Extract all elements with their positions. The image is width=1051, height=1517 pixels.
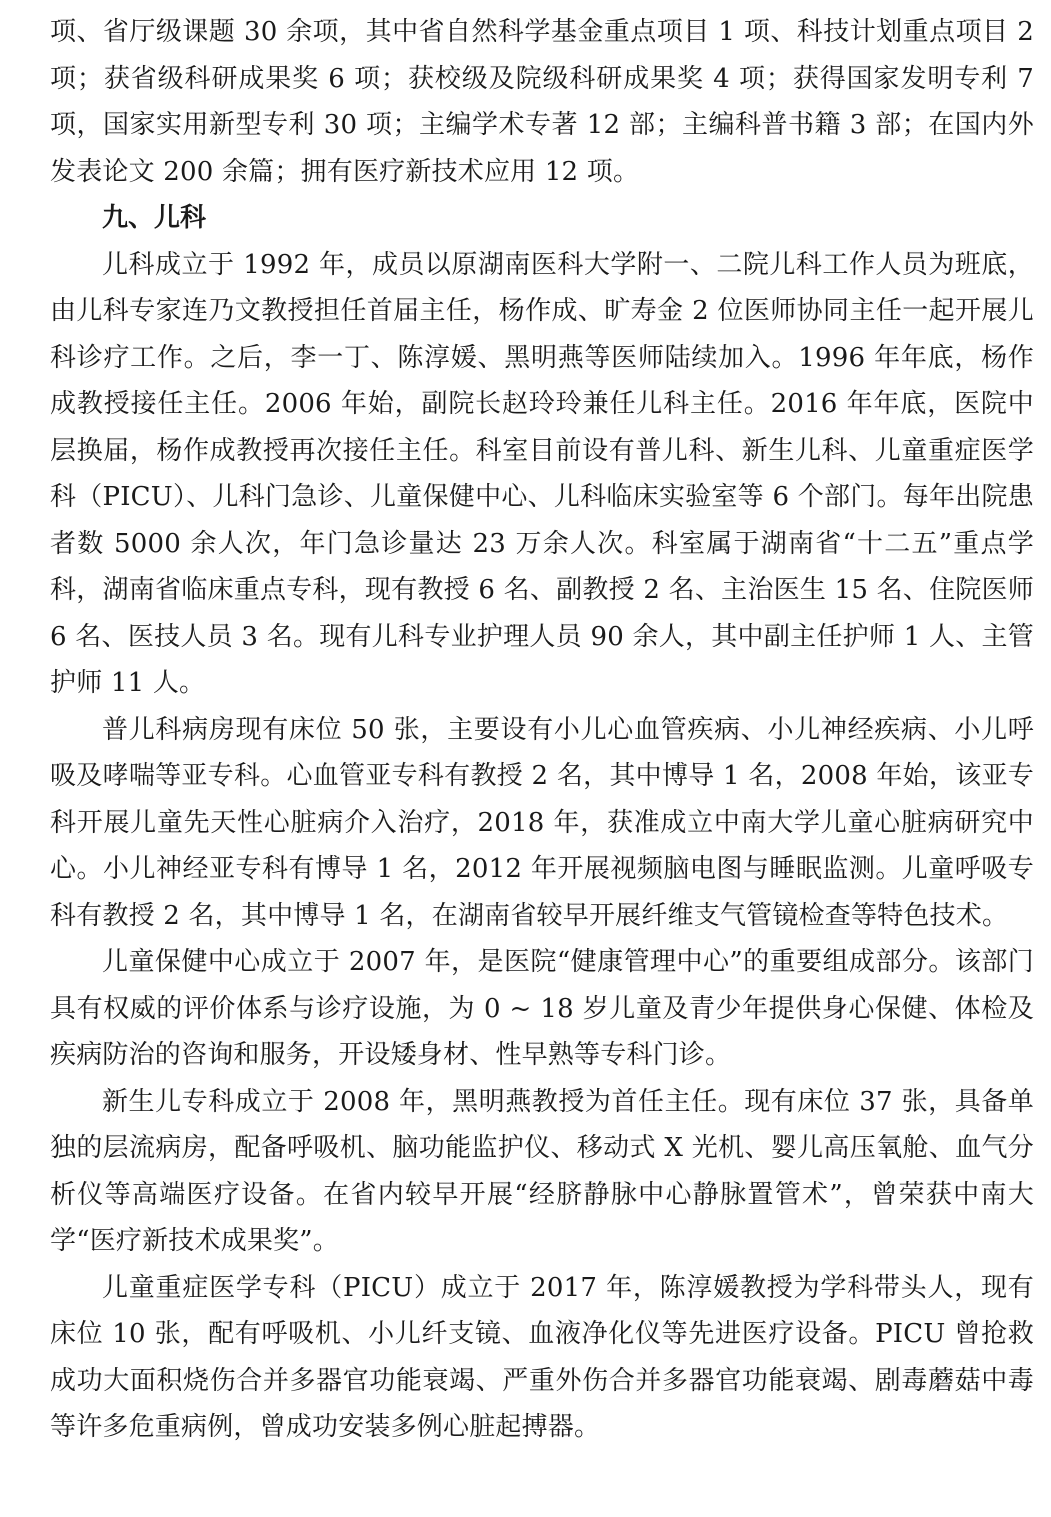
paragraph-child-health-center: 儿童保健中心成立于 2007 年，是医院“健康管理中心”的重要组成部分。该部门具有权威的评价体系与诊疗设施，为 0 ~ 18 岁儿童及青少年提供身心保健、体检及疾病防治的咨询和服务，开设矮身材、性早熟等专科门诊。 — [50, 947, 1034, 1070]
paragraph-continuation: 项、省厅级课题 30 余项，其中省自然科学基金重点项目 1 项、科技计划重点项目 2 项；获省级科研成果奖 6 项；获校级及院级科研成果奖 4 项；获得国家发明专利 7 项，国家实用新型专利 30 项；主编学术专著 12 部；主编科普书籍 3 部；在国内外发表论文 200 余篇；拥有医疗新技术应用 12 项。 — [50, 17, 1034, 187]
document-page — [50, 0, 1034, 1517]
paragraph-department-history: 儿科成立于 1992 年，成员以原湖南医科大学附一、二院儿科工作人员为班底，由儿科专家连乃文教授担任首届主任，杨作成、旷寿金 2 位医师协同主任一起开展儿科诊疗工作。之后，李一丁、陈淳媛、黑明燕等医师陆续加入。1996 年年底，杨作成教授接任主任。2006 年始，副院长赵玲玲兼任儿科主任。2016 年年底，医院中层换届，杨作成教授再次接任主任。科室目前设有普儿科、新生儿科、儿童重症医学科（PICU）、儿科门急诊、儿童保健中心、儿科临床实验室等 6 个部门。每年出院患者数 5000 余人次，年门急诊量达 23 万余人次。科室属于湖南省“十二五”重点学科，湖南省临床重点专科，现有教授 6 名、副教授 2 名、主治医生 15 名、住院医师 6 名、医技人员 3 名。现有儿科专业护理人员 90 余人，其中副主任护师 1 人、主管护师 11 人。 — [50, 249, 1034, 698]
paragraph-picu: 儿童重症医学专科（PICU）成立于 2017 年，陈淳媛教授为学科带头人，现有床位 10 张，配有呼吸机、小儿纤支镜、血液净化仪等先进医疗设备。PICU 曾抢救成功大面积烧伤合并多器官功能衰竭、严重外伤合并多器官功能衰竭、剧毒蘑菇中毒等许多危重病例，曾成功安装多例心脏起搏器。 — [50, 1272, 1034, 1442]
paragraph-general-pediatrics: 普儿科病房现有床位 50 张，主要设有小儿心血管疾病、小儿神经疾病、小儿呼吸及哮喘等亚专科。心血管亚专科有教授 2 名，其中博导 1 名，2008 年始，该亚专科开展儿童先天性心脏病介入治疗，2018 年，获准成立中南大学儿童心脏病研究中心。小儿神经亚专科有博导 1 名，2012 年开展视频脑电图与睡眠监测。儿童呼吸专科有教授 2 名，其中博导 1 名，在湖南省较早开展纤维支气管镜检查等特色技术。 — [50, 714, 1034, 931]
paragraph-neonatology: 新生儿专科成立于 2008 年，黑明燕教授为首任主任。现有床位 37 张，具备单独的层流病房，配备呼吸机、脑功能监护仪、移动式 X 光机、婴儿高压氧舱、血气分析仪等高端医疗设备。在省内较早开展“经脐静脉中心静脉置管术”，曾荣获中南大学“医疗新技术成果奖”。 — [50, 1086, 1034, 1256]
section-heading-pediatrics: 九、儿科 — [102, 203, 207, 233]
